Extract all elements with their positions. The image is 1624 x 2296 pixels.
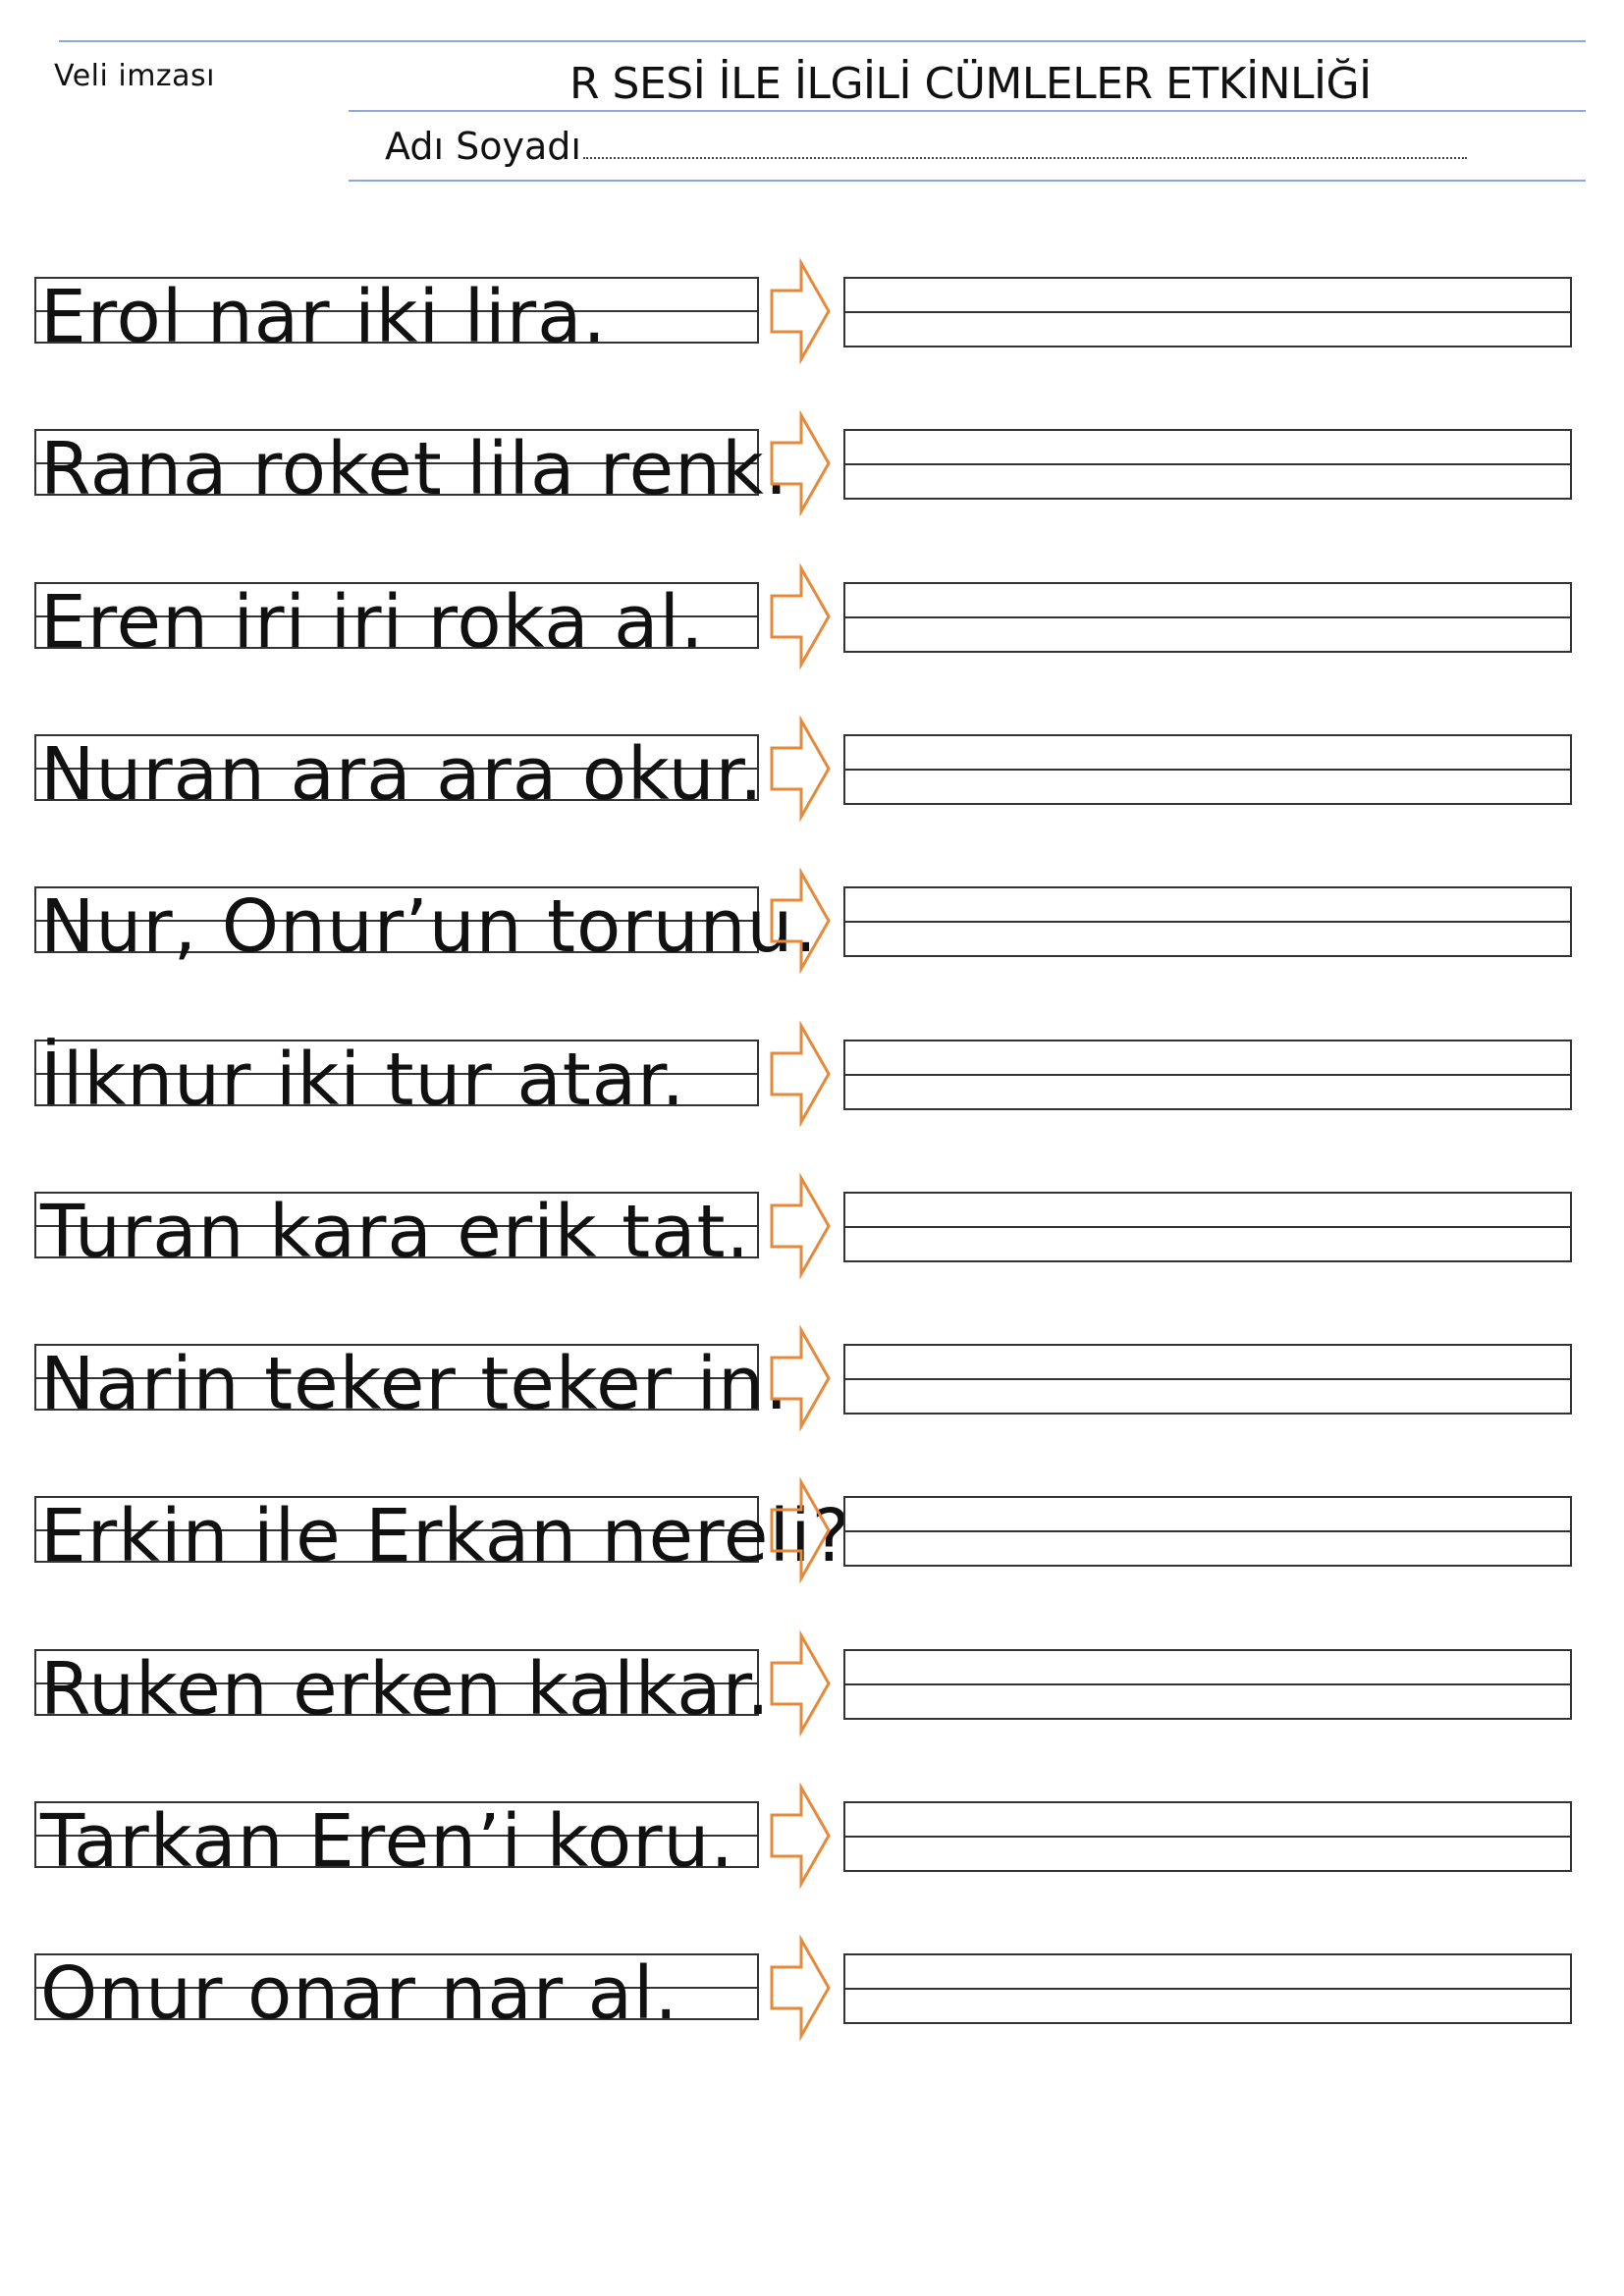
exercise-row (0, 562, 1624, 670)
model-sentence-box (34, 580, 759, 665)
model-sentence-box (34, 275, 759, 359)
right-arrow-icon (764, 1020, 833, 1128)
writing-lines[interactable] (843, 1496, 1572, 1567)
model-sentence-box (34, 1494, 851, 1578)
exercise-row (0, 1324, 1624, 1432)
right-arrow-icon (764, 1476, 833, 1584)
writing-lines[interactable] (843, 1649, 1572, 1720)
model-sentence-box (34, 427, 789, 511)
right-arrow-icon (764, 1782, 833, 1890)
model-sentence: Nur, Onur’un torunu. (40, 884, 818, 969)
model-sentence-box (34, 1647, 771, 1732)
model-sentence-box (34, 1799, 759, 1884)
model-sentence: Erkin ile Erkan nereli? (40, 1494, 851, 1578)
writing-lines[interactable] (843, 1040, 1572, 1110)
writing-midline (845, 616, 1570, 618)
model-sentence: Nuran ara ara okur. (40, 732, 764, 817)
model-sentence: Eren iri iri roka al. (40, 580, 705, 665)
writing-midline (845, 1530, 1570, 1532)
exercise-row (0, 1782, 1624, 1890)
writing-lines[interactable] (843, 429, 1572, 500)
right-arrow-icon (764, 715, 833, 823)
right-arrow-icon (764, 1629, 833, 1737)
right-arrow-icon (764, 1172, 833, 1280)
model-sentence: Narin teker teker in. (40, 1342, 789, 1426)
model-sentence: Rana roket lila renk. (40, 427, 789, 511)
model-sentence: Onur onar nar al. (40, 1951, 679, 2036)
writing-lines[interactable] (843, 1801, 1572, 1872)
writing-lines[interactable] (843, 1192, 1572, 1262)
writing-lines[interactable] (843, 1953, 1572, 2024)
model-sentence-box (34, 1342, 789, 1426)
exercise-row (0, 257, 1624, 365)
right-arrow-icon (764, 257, 833, 365)
writing-midline (845, 1074, 1570, 1076)
writing-midline (845, 1988, 1570, 1990)
right-arrow-icon (764, 1934, 833, 2042)
writing-lines[interactable] (843, 734, 1572, 805)
right-arrow-icon (764, 562, 833, 670)
writing-midline (845, 1378, 1570, 1380)
model-sentence-box (34, 1190, 759, 1274)
writing-lines[interactable] (843, 582, 1572, 653)
name-label: Adı Soyadı (385, 125, 581, 168)
model-sentence-box (34, 732, 764, 817)
writing-midline (845, 1836, 1570, 1838)
model-sentence-box (34, 1951, 759, 2036)
right-arrow-icon (764, 409, 833, 517)
model-sentence: Tarkan Eren’i koru. (40, 1799, 734, 1884)
model-sentence: Erol nar iki lira. (40, 275, 608, 359)
model-sentence: Turan kara erik tat. (40, 1190, 751, 1274)
writing-midline (845, 311, 1570, 313)
model-sentence-box (34, 1038, 759, 1122)
exercise-row (0, 409, 1624, 517)
model-sentence: Ruken erken kalkar. (40, 1647, 771, 1732)
writing-midline (845, 463, 1570, 465)
model-sentence: İlknur iki tur atar. (40, 1038, 686, 1122)
exercise-row (0, 1476, 1624, 1584)
exercise-row (0, 1020, 1624, 1128)
exercise-row (0, 1172, 1624, 1280)
parent-signature-label: Veli imzası (54, 59, 216, 93)
page-title: R SESİ İLE İLGİLİ CÜMLELER ETKİNLİĞİ (569, 59, 1372, 109)
right-arrow-icon (764, 1324, 833, 1432)
writing-midline (845, 769, 1570, 771)
exercise-row (0, 1629, 1624, 1737)
writing-lines[interactable] (843, 277, 1572, 347)
writing-midline (845, 1683, 1570, 1685)
exercise-row (0, 867, 1624, 975)
exercise-row (0, 715, 1624, 823)
writing-midline (845, 921, 1570, 923)
writing-lines[interactable] (843, 886, 1572, 957)
writing-midline (845, 1226, 1570, 1228)
right-arrow-icon (764, 867, 833, 975)
model-sentence-box (34, 884, 818, 969)
exercise-row (0, 1934, 1624, 2042)
writing-lines[interactable] (843, 1344, 1572, 1415)
